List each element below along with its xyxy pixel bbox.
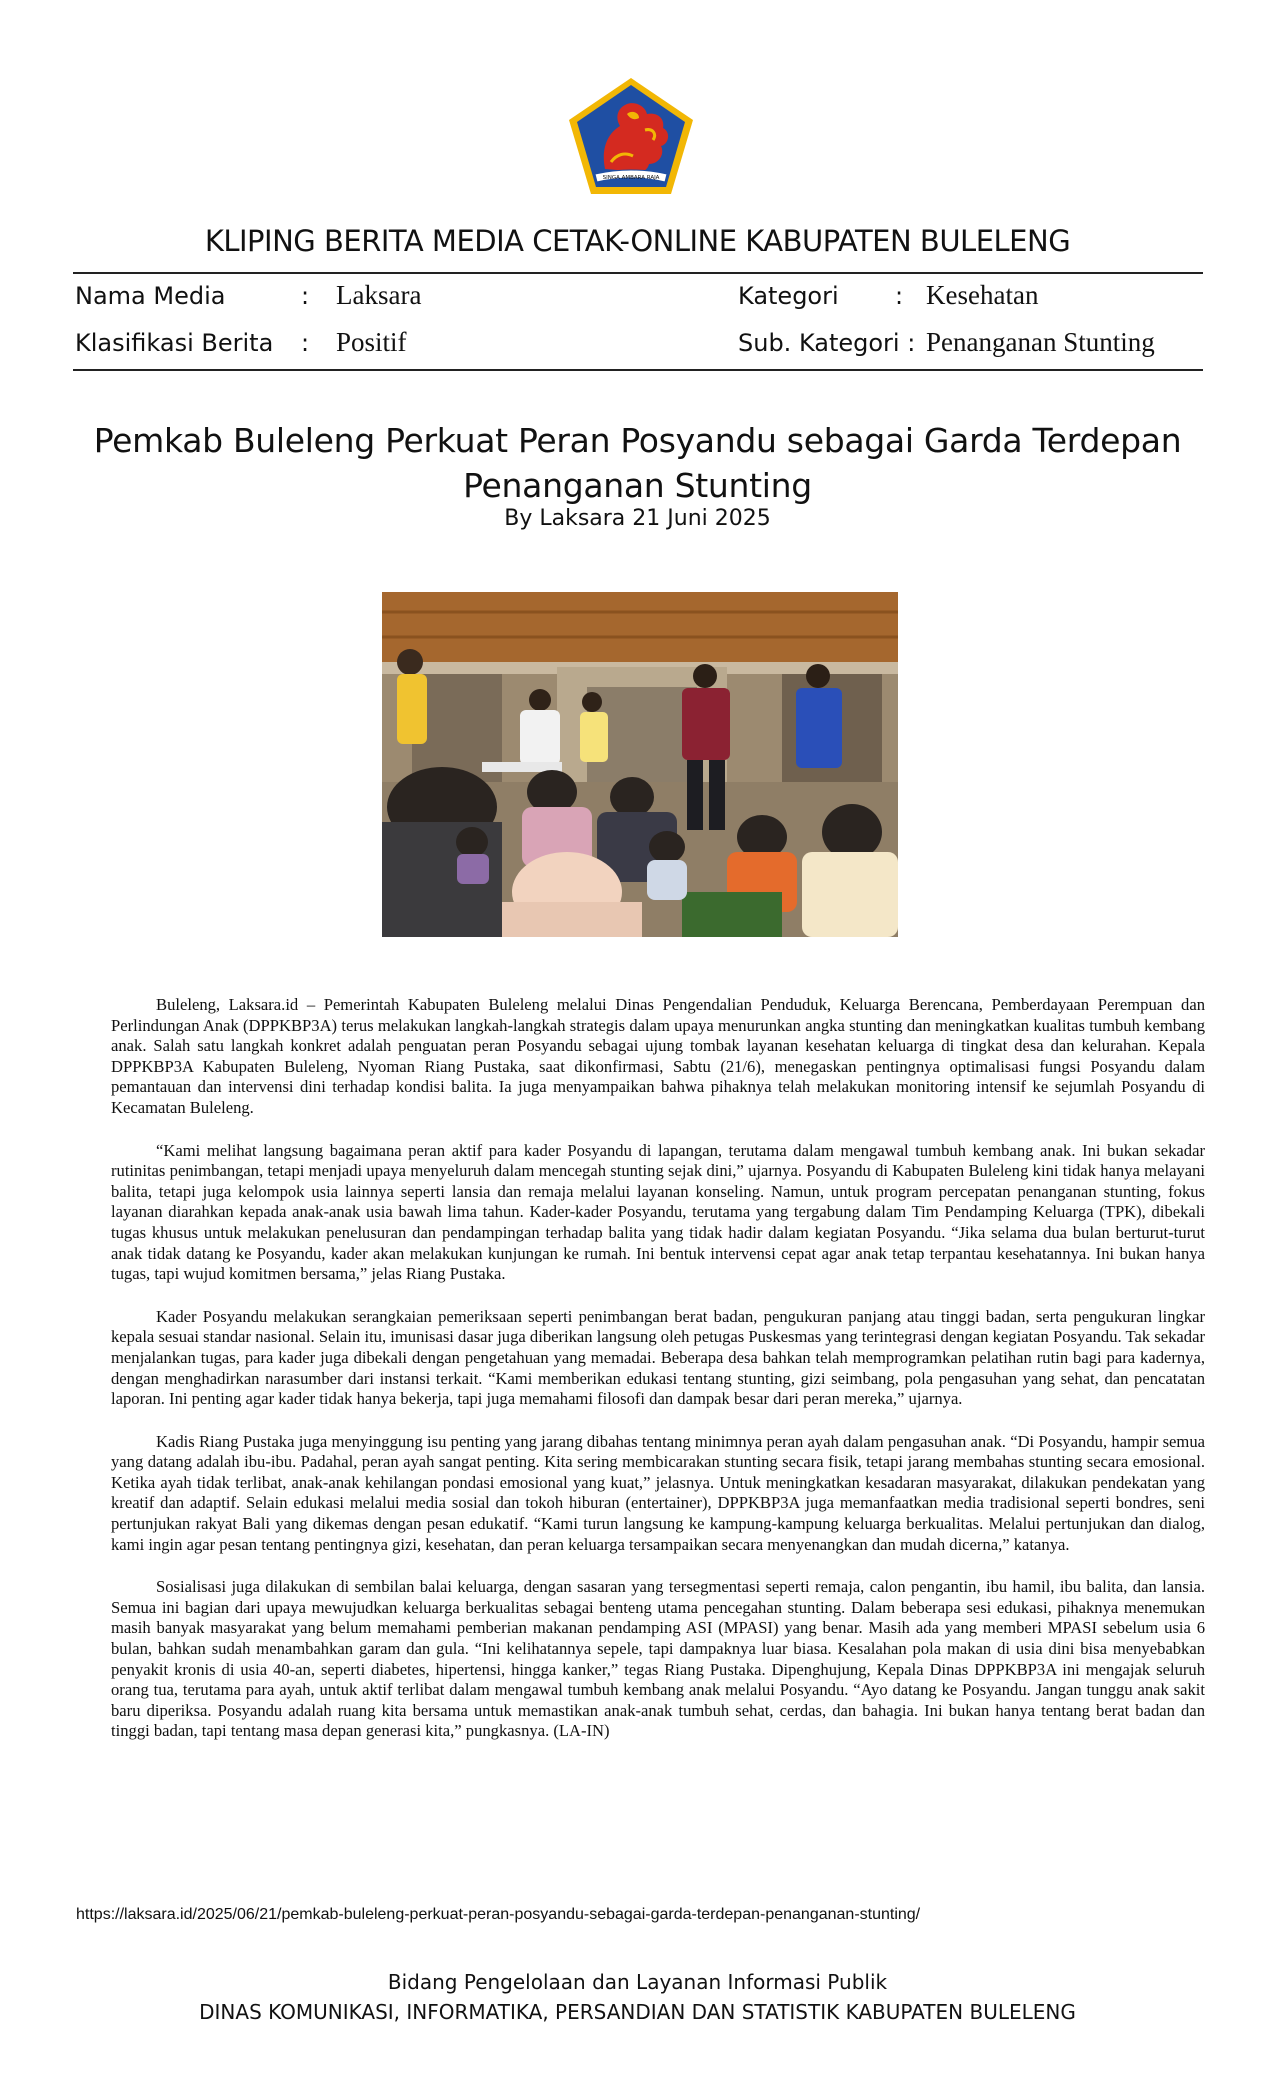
subkategori-label: Sub. Kategori : — [738, 329, 916, 357]
kategori-colon: : — [895, 282, 904, 310]
media-label: Nama Media — [75, 282, 226, 310]
kategori-value: Kesehatan — [926, 280, 1039, 310]
headline-line-1: Pemkab Buleleng Perkuat Peran Posyandu sebagai Garda Terdepan — [93, 421, 1182, 460]
footer-agency: DINAS KOMUNIKASI, INFORMATIKA, PERSANDIAN DAN STATISTIK KABUPATEN BULELENG — [199, 2000, 1076, 2024]
article-paragraph-1: Buleleng, Laksara.id – Pemerintah Kabupaten Buleleng melalui Dinas Pengendalian Penduduk, Keluarga Berencana, Pemberdayaan Perempuan dan Perlindungan Anak (DPPKBP3A) terus melakukan langkah-langkah strategis dalam upaya menurunkan angka stunting dan meningkatkan kualitas tumbuh kembang anak. Salah satu langkah konkret adalah penguatan peran Posyandu sebagai ujung tombak layanan kesehatan keluarga di tingkat desa dan kelurahan. Kepala DPPKBP3A Kabupaten Buleleng, Nyoman Riang Pustaka, saat dikonfirmasi, Sabtu (21/6), menegaskan pentingnya optimalisasi fungsi Posyandu dalam pemantauan dan intervensi dini terhadap kondisi balita. Ia juga menyampaikan bahwa pihaknya telah melakukan monitoring intensif ke sejumlah Posyandu di Kecamatan Buleleng. — [111, 995, 1205, 1117]
kategori-label: Kategori — [738, 282, 839, 310]
article-body — [111, 995, 1205, 1764]
headline-line-2: Penanganan Stunting — [463, 466, 812, 505]
article-byline: By Laksara 21 Juni 2025 — [504, 506, 771, 531]
bottom-rule — [73, 369, 1203, 371]
klasifikasi-colon: : — [301, 329, 310, 357]
article-headline — [60, 418, 1215, 508]
media-colon: : — [301, 282, 310, 310]
footer-department: Bidang Pengelolaan dan Layanan Informasi Publik — [387, 1970, 888, 1994]
top-rule — [73, 272, 1203, 274]
article-paragraph-4: Kadis Riang Pustaka juga menyinggung isu penting yang jarang dibahas tentang minimnya peran ayah dalam pengasuhan anak. “Di Posyandu, hampir semua yang datang adalah ibu-ibu. Padahal, peran ayah sangat penting. Kita sering membicarakan stunting secara fisik, tetapi jarang membahas stunting secara emosional. Ketika ayah tidak terlibat, anak-anak kehilangan pondasi emosional yang kuat,” jelasnya. Untuk meningkatkan kesadaran masyarakat, dilakukan pendekatan yang kreatif dan adaptif. Selain edukasi melalui media sosial dan tokoh hiburan (entertainer), DPPKBP3A juga memanfaatkan media tradisional seperti bondres, seni pertunjukan rakyat Bali yang dikemas dengan pesan edukatif. “Kami turun langsung ke kampung-kampung keluarga berkualitas. Melalui pertunjukan dan dialog, kami ingin agar pesan tentang pentingnya gizi, kesehatan, dan peran keluarga tersampaikan secara menyenangkan dan mudah dicerna,” katanya. — [111, 1431, 1205, 1554]
posyandu-session-photo — [382, 592, 898, 937]
source-url: https://laksara.id/2025/06/21/pemkab-buleleng-perkuat-peran-posyandu-sebagai-garda-terdepan-penanganan-stunting/ — [76, 1906, 921, 1923]
klasifikasi-value: Positif — [336, 327, 407, 357]
subkategori-value: Penanganan Stunting — [926, 327, 1155, 357]
klasifikasi-label: Klasifikasi Berita — [75, 329, 274, 357]
article-paragraph-2: “Kami melihat langsung bagaimana peran aktif para kader Posyandu di lapangan, terutama dalam mengawal tumbuh kembang anak. Ini bukan sekadar rutinitas penimbangan, tetapi menjadi upaya menyeluruh dalam mencegah stunting sejak dini,” ujarnya. Posyandu di Kabupaten Buleleng kini tidak hanya melayani balita, tetapi juga kelompok usia lainnya seperti lansia dan remaja melalui layanan konseling. Namun, untuk program percepatan penanganan stunting, fokus layanan diarahkan kepada anak-anak usia bawah lima tahun. Kader-kader Posyandu, terutama yang tergabung dalam Tim Pendamping Keluarga (TPK), dibekali tugas khusus untuk melakukan penelusuran dan pendampingan terhadap balita yang tidak hadir dalam kegiatan Posyandu. “Jika selama dua bulan berturut-turut anak tidak datang ke Posyandu, kader akan melakukan kunjungan ke rumah. Ini bentuk intervensi cepat agar anak tetap terpantau kesehatannya. Ini bukan hanya tugas, tapi wujud komitmen bersama,” jelas Riang Pustaka. — [111, 1140, 1205, 1284]
article-paragraph-5: Sosialisasi juga dilakukan di sembilan balai keluarga, dengan sasaran yang tersegmentasi seperti remaja, calon pengantin, ibu hamil, ibu balita, dan lansia. Semua ini bagian dari upaya mewujudkan keluarga berkualitas sebagai benteng utama pencegahan stunting. Dalam beberapa sesi edukasi, pihaknya menemukan masih banyak masyarakat yang belum memahami pemberian makanan pendamping ASI (MPASI) yang benar. Masih ada yang memberi MPASI sebelum usia 6 bulan, bahkan sudah menambahkan garam dan gula. “Ini kelihatannya sepele, tapi dampaknya luar biasa. Kesalahan pola makan di usia dini bisa menyebabkan penyakit kronis di usia 40-an, seperti diabetes, hipertensi, hingga kanker,” tegas Riang Pustaka. Dipenghujung, Kepala Dinas DPPKBP3A ini mengajak seluruh orang tua, terutama para ayah, untuk aktif terlibat dalam mengawal tumbuh kembang anak melalui Posyandu. “Ayo datang ke Posyandu. Jangan tunggu anak sakit baru diperiksa. Posyandu adalah ruang kita bersama untuk memastikan anak-anak tumbuh sehat, cerdas, dan bahagia. Ini bukan hanya tentang berat badan dan tinggi badan, tapi tentang masa depan generasi kita,” pungkasnya. (LA-IN) — [111, 1577, 1205, 1741]
article-paragraph-3: Kader Posyandu melakukan serangkaian pemeriksaan seperti penimbangan berat badan, pengukuran panjang atau tinggi badan, serta pengukuran lingkar kepala sesuai standar nasional. Selain itu, imunisasi dasar juga diberikan langsung oleh petugas Puskesmas yang terintegrasi dengan kegiatan Posyandu. Tak sekadar menjalankan tugas, para kader juga dibekali dengan pengetahuan yang memadai. Beberapa desa bahkan telah memprogramkan pelatihan rutin bagi para kadernya, dengan menghadirkan narasumber dari instansi terkait. “Kami memberikan edukasi tentang stunting, gizi seimbang, pola pengasuhan yang sehat, dan pencatatan laporan. Ini penting agar kader tidak hanya bekerja, tapi juga memahami filosofi dan dampak besar dari peran mereka,” ujarnya. — [111, 1306, 1205, 1409]
kliping-title: KLIPING BERITA MEDIA CETAK-ONLINE KABUPATEN BULELENG — [204, 224, 1071, 258]
logo-ribbon-text: SINGA AMBARA RAJA — [602, 175, 660, 181]
singa-ambara-raja-logo — [565, 74, 697, 198]
media-value: Laksara — [336, 280, 422, 310]
